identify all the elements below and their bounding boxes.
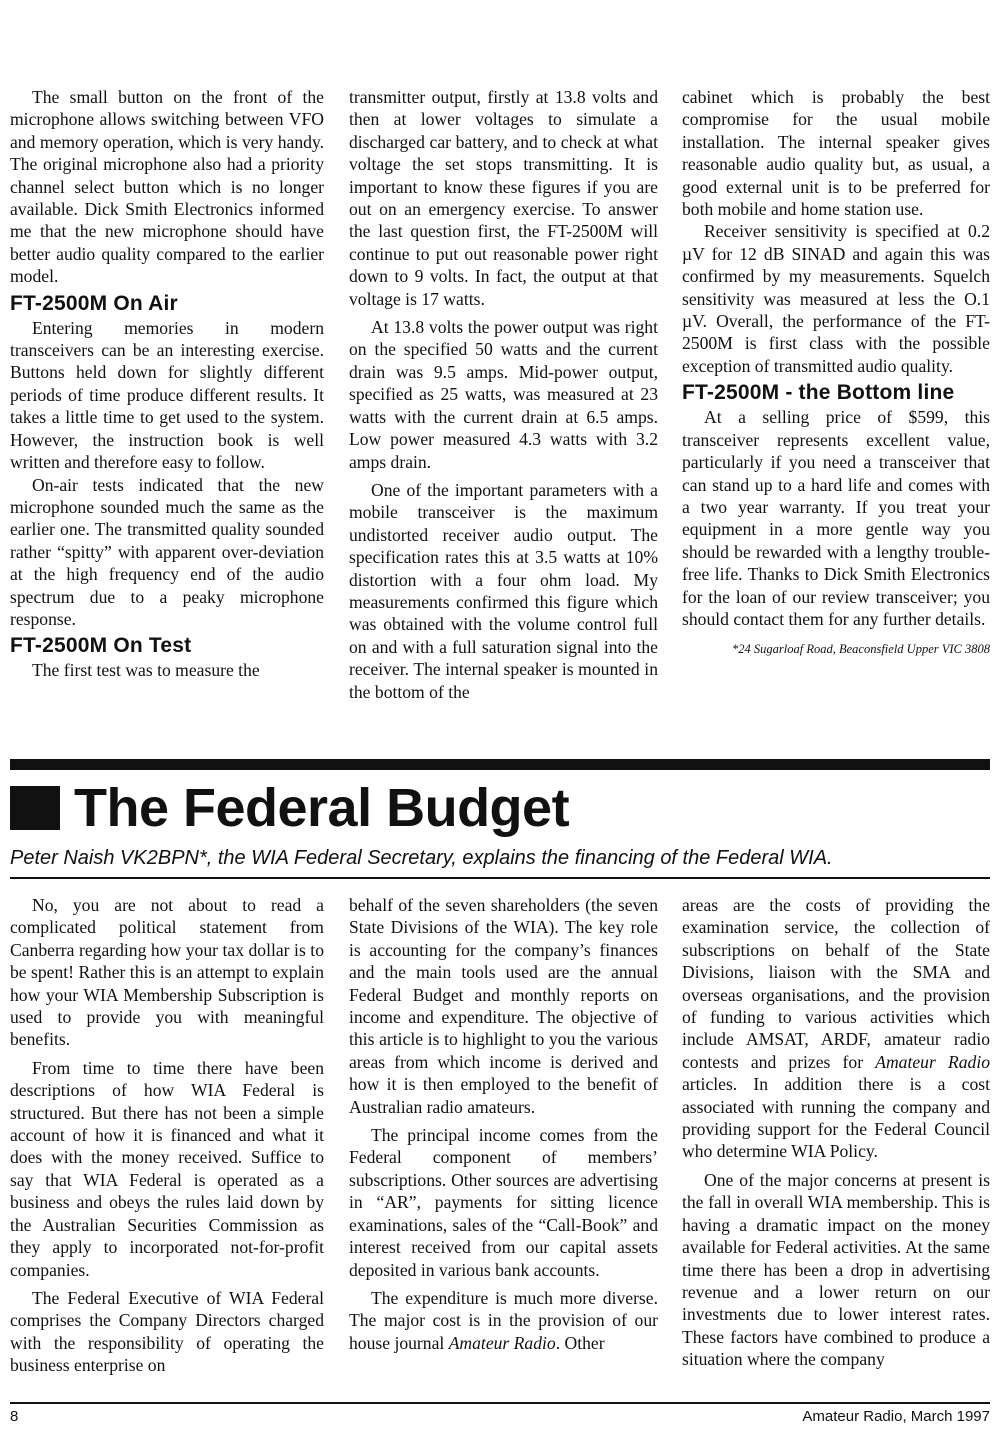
- paragraph: [349, 1287, 658, 1354]
- paragraph: transmitter output, firstly at 13.8 volts and then at lower voltages to simulate a discharged car battery, and to check at what voltage the set stops transmitting. It is important to know these figures if you are out on an emergency exercise. To answer the last question first, the FT-2500M will continue to put out reasonable power right down to 9 volts. In fact, the output at that voltage is 17 watts.: [349, 87, 658, 309]
- paragraph: Receiver sensitivity is specified at 0.2 µV for 12 dB SINAD and again this was confirmed by my measurements. Squelch sensitivity was measured at less the O.1 µV. Overall, the performance of the FT-2500M is first class with the possible exception of transmitted audio quality.: [682, 221, 990, 376]
- section-heading-on-test: FT-2500M On Test: [10, 634, 192, 658]
- article-divider: [10, 759, 990, 770]
- journal-issue: Amateur Radio, March 1997: [802, 1408, 990, 1425]
- text-run: articles. In addition there is a cost associated with running the company and providing support for the Federal Council who determine WIA Policy.: [682, 1074, 990, 1162]
- article-column-3: [682, 894, 990, 1371]
- text-run: areas are the costs of providing the examination service, the collection of subscriptions on behalf of the State Divisions, liaison with the SMA and overseas organisations, and the provision of funding to various activities which include AMSAT, ARDF, amateur radio contests and prizes for: [682, 895, 990, 1072]
- paragraph: The small button on the front of the microphone allows switching between VFO and memory operation, which is very handy. The original microphone also had a priority channel select button which is no longer available. Dick Smith Electronics informed me that the new microphone should have better audio quality compared to the earlier model.: [10, 87, 324, 287]
- paragraph: One of the important parameters with a mobile transceiver is the maximum undistorted receiver audio output. The specification rates this at 3.5 watts at 10% distortion with a four ohm load. My measurements confirmed this figure which was obtained with the volume control full on and with a full saturation signal into the receiver. The internal speaker is mounted in the bottom of the: [349, 479, 658, 702]
- paragraph: behalf of the seven shareholders (the seven State Divisions of the WIA). The key role is accounting for the company’s finances and the main tools used are the annual Federal Budget and monthly reports on income and expenditure. The objective of this article is to highlight to you the various areas from which income is derived and how it is then employed to the benefit of Australian radio amateurs.: [349, 895, 658, 1117]
- article-column-1: [10, 894, 324, 1377]
- page-number: 8: [10, 1408, 19, 1425]
- paragraph: One of the major concerns at present is the fall in overall WIA membership. This is having a dramatic impact on the money available for Federal activities. At the same time there has been a drop in advertising revenue and a lower return on our investments due to lower interest rates. These factors have combined to produce a situation where the company: [682, 1169, 990, 1370]
- section-heading-on-air: FT-2500M On Air: [10, 291, 178, 315]
- review-column-3: [682, 86, 990, 661]
- author-footnote: *24 Sugarloaf Road, Beaconsfield Upper VIC 3808: [732, 642, 990, 657]
- paragraph: On-air tests indicated that the new microphone sounded much the same as the earlier one. The transmitted quality sounded rather “spitty” with apparent over-deviation at the high frequency end of the audio spectrum due to a peaky microphone response.: [10, 474, 324, 629]
- footer-divider: [10, 1402, 990, 1404]
- article-title: [10, 776, 569, 840]
- text-run: . Other: [555, 1332, 605, 1353]
- paragraph: At 13.8 volts the power output was right on the specified 50 watts and the current drain was 9.5 amps. Mid-power output, specified as 25 watts, was measured at 23 watts with the current drain at 6.5 amps. Low power measured 4.3 watts with 3.2 amps drain.: [349, 317, 658, 472]
- paragraph: Entering memories in modern transceivers can be an interesting exercise. Buttons held down for slightly different periods of time produce different results. It takes a little time to get used to the system. However, the instruction book is well written and therefore easy to follow.: [10, 317, 324, 473]
- article-title-text: The Federal Budget: [74, 778, 570, 838]
- journal-name: Amateur Radio: [875, 1051, 991, 1072]
- review-column-1: [10, 86, 324, 682]
- paragraph: cabinet which is probably the best compromise for the usual mobile installation. The internal speaker gives reasonable audio quality but, as usual, a good external unit is to be preferred for both mobile and home station use.: [682, 87, 990, 220]
- article-column-2: [349, 894, 658, 1354]
- title-square-icon: [10, 786, 60, 830]
- paragraph: The first test was to measure the: [32, 660, 260, 681]
- paragraph: No, you are not about to read a complicated political statement from Canberra regarding how your tax dollar is to be spent! Rather this is an attempt to explain how your WIA Membership Subscription is used to provide you with meaningful benefits.: [10, 895, 324, 1050]
- section-heading-bottom-line: FT-2500M - the Bottom line: [682, 381, 955, 405]
- paragraph: The principal income comes from the Federal component of members’ subscriptions. Other sources are advertising in “AR”, payments for sitting licence examinations, sales of the “Call-Book” and interest received from our capital assets deposited in various bank accounts.: [349, 1125, 658, 1280]
- review-column-2: [349, 86, 658, 703]
- subtitle-divider: [10, 877, 990, 879]
- article-subtitle: Peter Naish VK2BPN*, the WIA Federal Secretary, explains the financing of the Federal WIA.: [10, 847, 833, 869]
- journal-name: Amateur Radio: [448, 1332, 556, 1353]
- paragraph: From time to time there have been descriptions of how WIA Federal is structured. But there has not been a simple account of how it is financed and what it does with the money received. Suffice to say that WIA Federal is operated as a business and obeys the rules laid down by the Australian Securities Commission as they apply to incorporated not-for-profit companies.: [10, 1057, 324, 1280]
- text-run: The expenditure is much more diverse. The major cost is in the provision of our house journal: [349, 1287, 658, 1353]
- paragraph: [682, 894, 990, 1163]
- paragraph: The Federal Executive of WIA Federal comprises the Company Directors charged with the responsibility of operating the business enterprise on: [10, 1287, 324, 1376]
- paragraph: At a selling price of $599, this transceiver represents excellent value, particularly if you need a transceiver that can stand up to a hard life and comes with a two year warranty. If you treat your equipment in a more gentle way you should be rewarded with a lengthy trouble-free life. Thanks to Dick Smith Electronics for the loan of our review transceiver; you should contact them for any further details.: [682, 407, 990, 629]
